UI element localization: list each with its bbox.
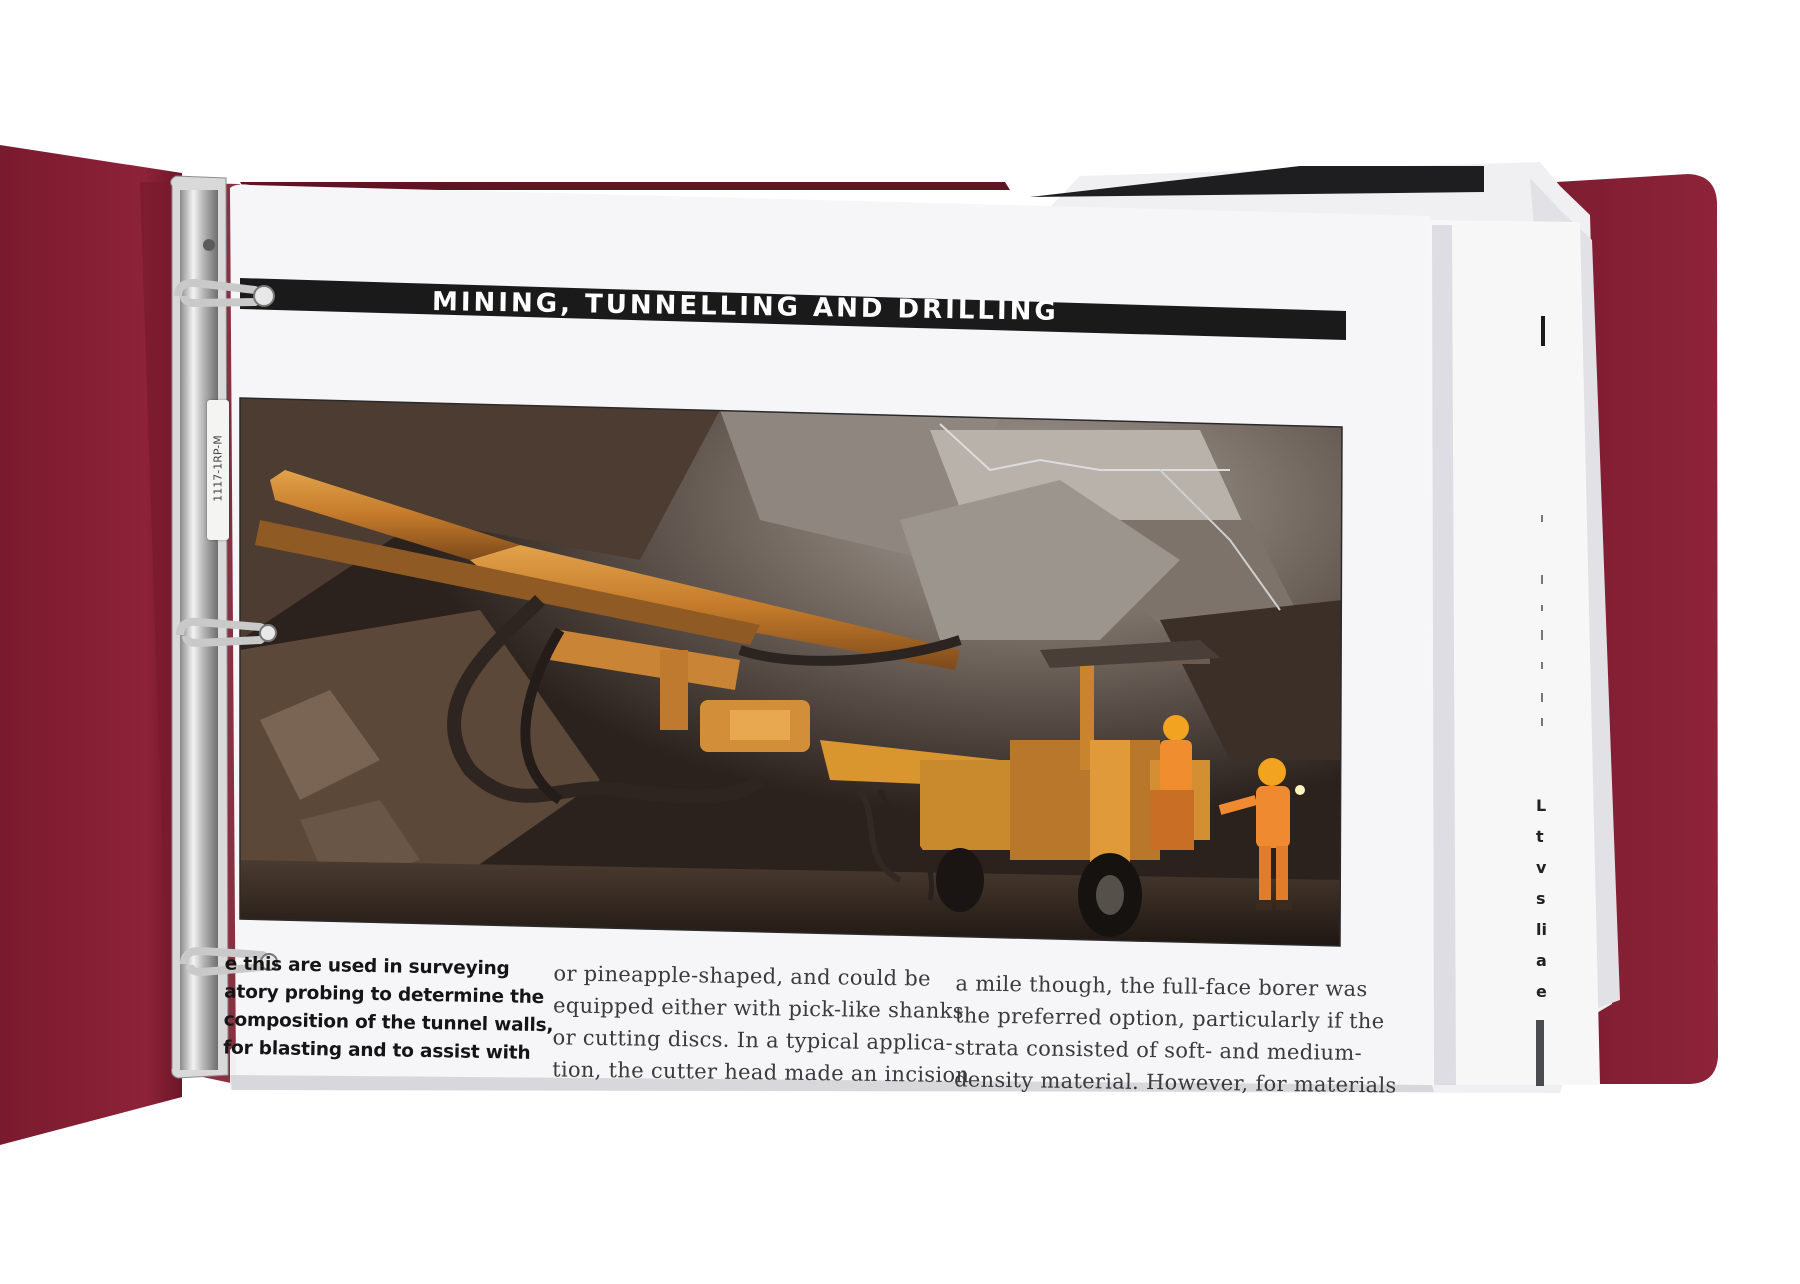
back-letter-7: e (1536, 982, 1547, 1001)
right-text-column (953, 967, 1397, 1098)
left-line-3: composition of the tunnel walls, (223, 1009, 554, 1037)
middle-line-1: or pineapple-shaped, and could be (553, 961, 931, 991)
middle-line-3: or cutting discs. In a typical applica- (552, 1025, 954, 1055)
middle-line-4: tion, the cutter head made an incision (552, 1057, 970, 1088)
back-letter-2: t (1536, 827, 1544, 846)
back-page (1430, 220, 1600, 1085)
left-line-2: atory probing to determine the (224, 981, 545, 1009)
back-letter-6: a (1536, 951, 1547, 970)
page-heading: MINING, TUNNELLING AND DRILLING (431, 287, 1059, 327)
tunnel-photo (230, 390, 1350, 960)
back-letter-3: v (1536, 858, 1547, 877)
back-page-text-fragment (1536, 790, 1556, 1007)
back-letter-4: s (1536, 889, 1546, 908)
back-letter-5: li (1536, 920, 1547, 939)
spine-label-text: 1117-1RP-M (211, 435, 225, 502)
right-line-4: density material. However, for materials (953, 1067, 1397, 1098)
right-line-2: the preferred option, particularly if the (954, 1003, 1385, 1034)
left-text-column (223, 950, 554, 1064)
spine-label (207, 400, 229, 540)
middle-line-2: equipped either with pick-like shanks (552, 993, 964, 1024)
left-line-4: for blasting and to assist with (223, 1037, 531, 1064)
right-line-1: a mile though, the full-face borer was (955, 971, 1368, 1002)
back-letter-1: L (1536, 796, 1547, 815)
right-line-3: strata consisted of soft- and medium- (954, 1035, 1363, 1066)
left-line-1: e this are used in surveying (224, 953, 510, 980)
middle-text-column (552, 957, 970, 1088)
